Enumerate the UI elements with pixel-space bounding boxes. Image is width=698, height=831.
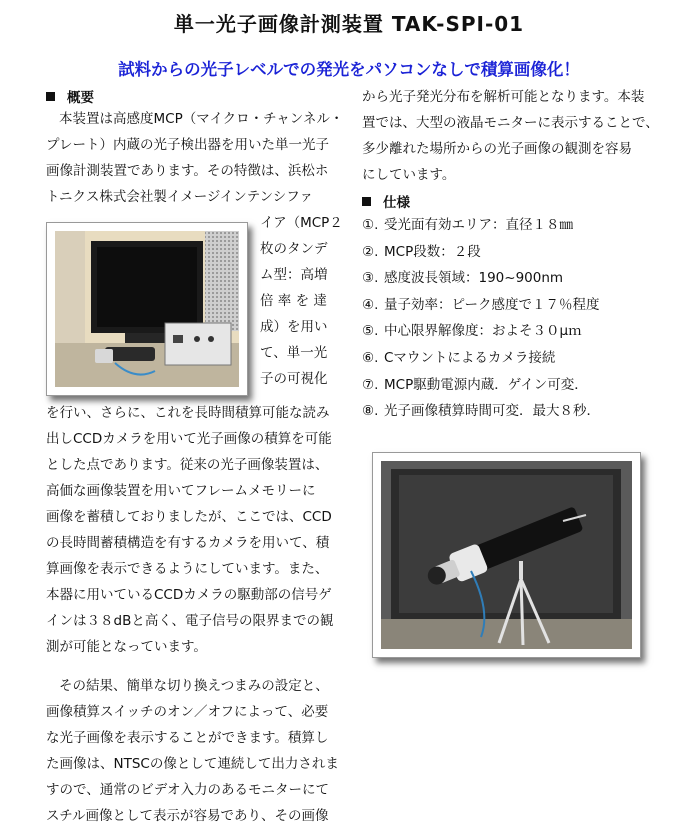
- list-item-number: ⑦.: [362, 376, 379, 393]
- text-line: すので、通常のビデオ入力のあるモニターにて: [46, 782, 329, 798]
- list-item-text: MCP段数：２段: [384, 243, 481, 260]
- list-item-text: 光子画像積算時間可変．最大８秒．: [384, 403, 600, 420]
- list-item: [362, 398, 692, 425]
- text-line: 本装置は高感度MCP（マイクロ・チャンネル・: [59, 111, 344, 127]
- list-item: [362, 345, 692, 372]
- device-photo: [46, 222, 248, 396]
- text-line: トニクス株式会社製イメージインテンシファ: [46, 189, 313, 205]
- text-line: スチル画像として表示が容易であり、その画像: [46, 808, 329, 824]
- list-item-number: ⑥.: [362, 349, 379, 366]
- text-line: とした点であります。従来の光子画像装置は、: [46, 457, 329, 473]
- list-item-number: ②.: [362, 243, 379, 260]
- list-item-number: ⑤.: [362, 323, 379, 340]
- list-item: [362, 212, 692, 239]
- text-line: から光子発光分布を解析可能となります。本装: [362, 89, 645, 105]
- text-line: ム型：高増: [260, 267, 328, 283]
- text-line: 枚のタンデ: [260, 241, 328, 257]
- text-line: を行い、さらに、これを長時間積算可能な読み: [46, 405, 330, 421]
- list-item: [362, 292, 692, 319]
- camera-photo: [372, 452, 641, 658]
- text-line: インは３８dBと高く、電子信号の限界までの観: [46, 613, 334, 629]
- text-line: 算画像を表示できるようにしています。また、: [46, 561, 329, 577]
- specs-heading-label: 仕様: [383, 195, 410, 211]
- text-line: た画像は、NTSCの像として連続して出力されま: [46, 756, 339, 772]
- list-item-number: ④.: [362, 296, 379, 313]
- list-item-number: ①.: [362, 217, 379, 233]
- list-item: [362, 265, 692, 292]
- page-title: 単一光子画像計測装置 TAK-SPI-01: [173, 12, 525, 36]
- text-line: 測が可能となっています。: [46, 639, 207, 655]
- list-item: [362, 372, 692, 399]
- text-line: 画像を蓄積しておりましたが、ここでは、CCD: [46, 509, 332, 525]
- list-item-text: 受光面有効エリア：直径１８㎜: [384, 217, 573, 233]
- overview-heading: [46, 86, 94, 106]
- list-item-text: Cマウントによるカメラ接続: [384, 349, 556, 366]
- monitor-photo-image: [55, 231, 239, 387]
- square-bullet-icon: [362, 197, 371, 206]
- text-line: 出しCCDカメラを用いて光子画像の積算を可能: [46, 431, 332, 447]
- list-item-text: MCP駆動電源内蔵．ゲイン可変．: [384, 376, 588, 393]
- text-line: 画像計測装置であります。その特徴は、浜松ホ: [46, 163, 329, 179]
- text-line: 多少離れた場所からの光子画像の観測を容易: [362, 141, 632, 157]
- text-line: て、単一光: [260, 345, 328, 361]
- text-line: の長時間蓄積構造を有するカメラを用いて、積: [46, 535, 330, 551]
- square-bullet-icon: [46, 92, 55, 101]
- specs-heading: [362, 191, 410, 211]
- text-line: 置では、大型の液晶モニターに表示することで、: [362, 115, 659, 131]
- text-line: な光子画像を表示することができます。積算し: [46, 730, 329, 746]
- text-line: 成）を用い: [260, 319, 328, 335]
- text-line: プレート）内蔵の光子検出器を用いた単一光子: [46, 137, 329, 153]
- specs-list: [362, 212, 692, 425]
- list-item-text: 量子効率：ピーク感度で１７％程度: [384, 296, 600, 313]
- overview-paragraph-bottom: [46, 400, 342, 660]
- text-line: イア（MCP２: [260, 215, 343, 231]
- list-item: [362, 239, 692, 266]
- list-item-text: 感度波長領域：190~900nm: [384, 270, 564, 287]
- list-item: [362, 318, 692, 345]
- text-line: 高価な画像装置を用いてフレームメモリーに: [46, 483, 316, 499]
- text-line: 倍 率 を 達: [260, 293, 327, 309]
- overview-paragraph-right: [362, 84, 672, 188]
- list-item-number: ⑧.: [362, 403, 379, 420]
- overview-paragraph-wrap: [260, 210, 344, 392]
- text-line: 画像積算スイッチのオン／オフによって、必要: [46, 704, 329, 720]
- text-line: 子の可視化: [260, 371, 328, 387]
- text-line: にしています。: [362, 167, 456, 183]
- camera-tripod-image: [381, 461, 632, 649]
- overview-paragraph-top: [46, 106, 342, 210]
- page-subtitle: 試料からの光子レベルでの発光をパソコンなしで積算画像化！: [118, 60, 580, 79]
- list-item-number: ③.: [362, 270, 379, 287]
- text-line: その結果、簡単な切り換えつまみの設定と、: [59, 678, 329, 694]
- text-line: 本器に用いているCCDカメラの駆動部の信号ゲ: [46, 587, 332, 603]
- list-item-text: 中心限界解像度：およそ３０μｍ: [384, 323, 582, 340]
- overview-heading-label: 概要: [67, 90, 94, 106]
- overview-paragraph-second: [46, 673, 342, 829]
